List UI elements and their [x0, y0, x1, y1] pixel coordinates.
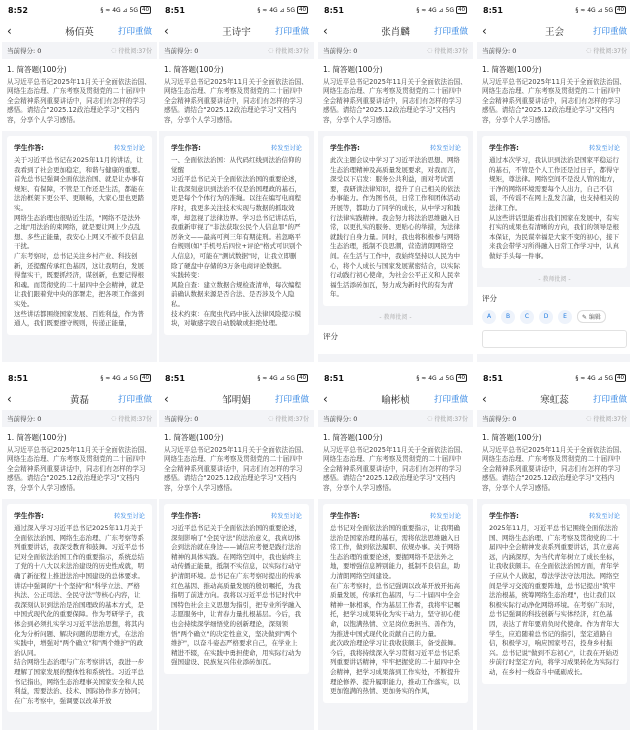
phone-screen	[2, 0, 157, 362]
edit-button[interactable]: ✎ 编辑	[577, 310, 606, 323]
phone-screen	[477, 0, 630, 362]
teacher-review-placeholder: - 教师批阅 -	[379, 313, 412, 321]
battery-icon: 40	[299, 375, 306, 381]
answer-label: 学生作答:	[330, 144, 360, 153]
back-arrow-icon[interactable]: ‹	[7, 392, 12, 406]
status-icons	[416, 6, 467, 14]
battery-icon: 40	[458, 375, 465, 381]
question-card	[318, 427, 473, 499]
signal-icon: § ≈ 4G ⊿ 5G	[100, 6, 138, 14]
question-text: 从习近平总书记2025年11月关于全面依法治国、网络生态治理、广东考察及贯彻党的二十届四中全会精神系列重要讲话中，同志们有怎样的学习感悟。请结合"2025.12政治理论学习"文档内容，分享个人学习感悟。	[323, 78, 467, 124]
battery-icon: 40	[617, 375, 624, 381]
answer-card	[482, 504, 627, 684]
transfer-to-discussion-link[interactable]: 转发至讨论	[271, 144, 302, 152]
question-text: 从习近平总书记2025年11月关于全面依法治国、网络生态治理、广东考察及贯彻党的二十届四中全会精神系列重要讲话中，同志们有怎样的学习感悟。请结合"2025.12政治理论学习"文档内容，分享个人学习感悟。	[323, 446, 467, 492]
student-name-title: 杨佰英	[65, 27, 94, 38]
answer-card	[323, 504, 468, 703]
status-time: 8:51	[324, 373, 344, 383]
answer-header	[489, 510, 620, 520]
grade-option-e[interactable]: E	[558, 310, 572, 324]
back-arrow-icon[interactable]: ‹	[482, 392, 487, 406]
pending-label: 待批阅:37份	[593, 416, 627, 423]
transfer-to-discussion-link[interactable]: 转发至讨论	[589, 512, 620, 520]
bulb-icon: ◌	[111, 47, 117, 54]
status-time: 8:51	[165, 373, 185, 383]
signal-icon: § ≈ 4G ⊿ 5G	[257, 374, 295, 382]
question-text: 从习近平总书记2025年11月关于全面依法治国、网络生态治理、广东考察及贯彻党的二十届四中全会精神系列重要讲话中，同志们有怎样的学习感悟。请结合"2025.12政治理论学习"文档内容，分享个人学习感悟。	[7, 78, 151, 124]
phone-screen	[318, 368, 473, 730]
pending-label: 待批阅:37份	[118, 48, 152, 55]
pending-count[interactable]	[111, 414, 152, 423]
answer-label: 学生作答:	[14, 144, 44, 153]
student-name-title: 邹明娟	[222, 395, 251, 406]
status-time: 8:51	[483, 373, 503, 383]
nav-bar	[318, 388, 473, 410]
transfer-to-discussion-link[interactable]: 转发至讨论	[430, 512, 461, 520]
score-section-title: 评分	[482, 293, 497, 303]
battery-icon: 40	[617, 7, 624, 13]
print-redo-button[interactable]: 打印重做	[433, 27, 468, 37]
signal-icon: § ≈ 4G ⊿ 5G	[257, 6, 295, 14]
phone-screen	[159, 0, 314, 362]
bulb-icon: ◌	[427, 415, 433, 422]
print-redo-button[interactable]: 打印重做	[592, 395, 627, 405]
status-icons	[257, 374, 308, 382]
transfer-to-discussion-link[interactable]: 转发至讨论	[114, 144, 145, 152]
status-time: 8:51	[324, 5, 344, 15]
phone-screen	[318, 0, 473, 362]
question-text: 从习近平总书记2025年11月关于全面依法治国、网络生态治理、广东考察及贯彻党的二十届四中全会精神系列重要讲话中，同志们有怎样的学习感悟。请结合"2025.12政治理论学习"文档内容，分享个人学习感悟。	[164, 78, 308, 124]
answer-card	[482, 136, 627, 268]
nav-bar	[159, 388, 314, 410]
student-name-title: 张肖麟	[381, 27, 410, 38]
answer-card	[7, 136, 152, 335]
question-card	[2, 59, 157, 131]
phone-screen	[477, 368, 630, 730]
nav-bar	[159, 20, 314, 42]
question-title: 1. 简答题(100分)	[7, 65, 67, 74]
pending-label: 待批阅:37份	[275, 48, 309, 55]
answer-text: 习近平总书记关于全面依法治国的重要论述，深刻影响了"全民守法"的法治意义，我真切体会到法治就在身边——诚信应考便是践行法治精神的具体实践。在网络空间中，我也始终主动传播正能量，抵制不实信息，以实际行动守护清朗环境。总书记在广东考察时提出的传承红色基因、推动高质量发展的殷切嘱托，为我指明了前进方向。我将以习近平总书记时代中国特色社会主义思想为指引，把专业所学融入志愿服务中，让青春力量扎根基层。今后，我也会持续深学细悟党的创新理论，深刻领悟"两个确立"的决定性意义，坚决做到"两个维护"，以奋斗姿态严格要求自己，在学业上精进不辍，在实践中勇担使命，用实际行动为强国建设、民族复兴伟业添砖加瓦。	[171, 524, 301, 667]
back-arrow-icon[interactable]: ‹	[323, 24, 328, 38]
answer-label: 学生作答:	[489, 512, 519, 521]
signal-icon: § ≈ 4G ⊿ 5G	[575, 374, 613, 382]
status-bar	[159, 368, 314, 388]
answer-card	[323, 136, 468, 306]
current-score: 当前得分: 0	[7, 47, 42, 55]
pending-count[interactable]	[268, 46, 309, 55]
question-card	[477, 59, 630, 131]
back-arrow-icon[interactable]: ‹	[164, 392, 169, 406]
score-bar	[2, 410, 157, 427]
back-arrow-icon[interactable]: ‹	[164, 24, 169, 38]
status-icons	[100, 374, 151, 382]
status-time: 8:51	[483, 5, 503, 15]
transfer-to-discussion-link[interactable]: 转发至讨论	[430, 144, 461, 152]
score-bar	[2, 42, 157, 59]
status-bar	[318, 368, 473, 388]
pending-count[interactable]	[427, 414, 468, 423]
answer-label: 学生作答:	[330, 512, 360, 521]
question-title: 1. 简答题(100分)	[323, 65, 383, 74]
answer-text: 通过深入学习习近平总书记2025年11月关于全面依法治国、网络生态治理、广东考察等系列重要讲话，我深受教育和鼓舞。习近平总书记对全面依法治国工作的重要指示，系统总结了党的十八大以来法治建设的历史性成就，明确了新征程上推进法治中国建设的总体要求。讲话中强调的"十个坚持"和"科学立法、严格执法、公正司法、全民守法"等核心内容，让我深刻认识到法治是治国理政的基本方式，是中国式现代化的重要保障。作为考研学子，我体会到必须扎实学习习近平法治思想，将其内化为分析问题、解决问题的思维方式，在法治实践中，增强对"两个确立"和"两个维护"的政治认同。 结合网络生态治理与广东考察讲话，我进一步理解了国家发展的整体性和系统性。习近平总书记指出，网络生态治理事关国家安全和人民利益，需要法治、技术、国际协作多方协同；在广东考察中，强调要以改革开放	[14, 524, 144, 705]
grade-options	[482, 310, 627, 324]
question-title: 1. 简答题(100分)	[323, 433, 383, 442]
question-title: 1. 简答题(100分)	[164, 433, 224, 442]
answer-label: 学生作答:	[14, 512, 44, 521]
question-card	[159, 427, 314, 499]
status-icons	[100, 6, 151, 14]
status-bar	[159, 0, 314, 20]
answer-text: 一、全面依法治国：从代码红线到法治信仰的觉醒 习近平总书记关于全面依法治国的重要论述，让我深刻意识到法治不仅是治国理政的基石，更是每个个体行为的准绳。以往在编写电商程序时，我更多关注技术实现与数据的抓取效率，却忽视了法律边界。学习总书记讲话后，我重新审视了"非法获取公民个人信息罪"的严厉条文——最高可判三年有期徒刑。若忽略平台规则(如"手机号后四位+评论"格式可识别个人信息)，可能在"测试数据"时，让我立即删除了硬盘中存储的3万条电商评论数据。 实践转变： 风险自查：建立数据合规检查清单，每次编程前确认数据来源是否合法、是否涉及个人隐私。 技术约束：在爬虫代码中嵌入法律风险提示模块，对敏感字段自动脱敏或拒绝处理。	[171, 156, 302, 328]
status-bar	[2, 368, 157, 388]
student-name-title: 王会	[544, 27, 564, 38]
transfer-to-discussion-link[interactable]: 转发至讨论	[589, 144, 620, 152]
score-bar	[159, 410, 314, 427]
question-card	[159, 59, 314, 131]
print-redo-button[interactable]: 打印重做	[274, 395, 309, 405]
status-icons	[575, 6, 626, 14]
score-section-title: 评分	[323, 331, 338, 341]
question-text: 从习近平总书记2025年11月关于全面依法治国、网络生态治理、广东考察及贯彻党的二十届四中全会精神系列重要讲话中，同志们有怎样的学习感悟。请结合"2025.12政治理论学习"文档内容，分享个人学习感悟。	[482, 446, 626, 492]
question-title: 1. 简答题(100分)	[482, 65, 542, 74]
answer-header	[14, 142, 145, 152]
student-name-title: 王诗宇	[222, 27, 251, 38]
bulb-icon: ◌	[586, 47, 592, 54]
answer-text: 总书记对全面依法治国的重要指示，让我明确法治是国家治理的基石，需将依法思维融入日常工作，做到依法履职、依规办事。关于网络生态治理的重要论述，要握网络不是法外之地，要增强信息辨别能力，抵制不良信息，助力清朗网络空间建设。 在广东考察时，总书记强调以改革开放开拓高质量发展，传承红色基因，与二十届四中全会精神一脉相承，作为基层工作者，我将牢记嘱托，把学习成果转化为实干动力，坚守初心使命，以饱满热情、立足岗位勇担当、善作为，为推进中国式现代化贡献自己的力量。 此次政治理论学习让我收获颇丰，备受鼓舞。今后，我将持续深入学习贯彻习近平总书记系列重要讲话精神，牢牢把握党的二十届四中全会精神，把学习成果落到工作实处，不断提升理论修养、提升履职能力，推动工作落实，以更加饱满的热情、更加务实的作风，	[330, 524, 460, 696]
battery-icon: 40	[458, 7, 465, 13]
pending-count[interactable]	[427, 46, 468, 55]
answer-card	[164, 504, 309, 674]
signal-icon: § ≈ 4G ⊿ 5G	[100, 374, 138, 382]
nav-bar	[318, 20, 473, 42]
print-redo-button[interactable]: 打印重做	[433, 395, 468, 405]
bulb-icon: ◌	[427, 47, 433, 54]
current-score: 当前得分: 0	[482, 47, 517, 55]
battery-icon: 40	[299, 7, 306, 13]
back-arrow-icon[interactable]: ‹	[323, 392, 328, 406]
nav-bar	[2, 20, 157, 42]
status-bar	[477, 0, 630, 20]
answer-card	[7, 504, 152, 712]
signal-icon: § ≈ 4G ⊿ 5G	[416, 6, 454, 14]
current-score: 当前得分: 0	[323, 47, 358, 55]
nav-bar	[2, 388, 157, 410]
answer-text: 2025年11月，习近平总书记围绕全面依法治国、网络生态治理、广东考察及贯彻党的二十届四中全会精神发表系列重要讲话，其立意高远，内涵深厚，为当代青年树立了成长坐标，让我收获颇丰。在全面依法治国方面，青年学子应从个人做起，尊法学法守法用法。网络空间是学习交流的重要阵地，总书记提出"筑牢法治根基，统筹网络生态治理"，也让我们以积极实际行动净化网络环境。在考察广东时，总书记强调的科技创新与实体经济，红色基因，表达了青年要肩负时代使命。作为青年大学生，应追随着总书记的指引，坚定道路自信，积极学习，响应国家号召，投身乡村振兴。总书记说"做到不忘初心"，让我在开始迈步前行时坚定方向，将学习成果转化为实际行动，在乡村一线奋斗中砥砺成长。	[489, 524, 619, 676]
question-text: 从习近平总书记2025年11月关于全面依法治国、网络生态治理、广东考察及贯彻党的二十届四中全会精神系列重要讲话中，同志们有怎样的学习感悟。请结合"2025.12政治理论学习"文档内容，分享个人学习感悟。	[7, 446, 151, 492]
answer-text: 关于习近平总书记在2025年11月的讲话，让我看到了社会更加稳定，和谐与健康的重要。 首先总书记强调全面依法治国、就是让办事有规矩、有保障，不管是工作还是生活，都能在法治框架下更公平、更顺畅，大家心里也更踏实。 网络生态治理也很贴近生活，"网络不是法外之地"用法治的束网络，就是要让网上少点乱想、多些正能量，我安心上网又不被不良信息干扰。 广东考察时，总书记关注乡村产业、科技创新，还提醒传承红色基因，这让我明白，发展得靠实干，既要抓经济，谋创新，也要记得根和魂。而贯彻党的二十届四中全会精神，就是让我们跟着党中央的部署走，把各项工作落到实处。 这些讲话都围绕国家发展、百姓利益，作为普通人，我们既要遵守规则，传递正能量，	[14, 156, 144, 328]
score-section	[318, 325, 473, 354]
question-text: 从习近平总书记2025年11月关于全面依法治国、网络生态治理、广东考察及贯彻党的二十届四中全会精神系列重要讲话中，同志们有怎样的学习感悟。请结合"2025.12政治理论学习"文档内容，分享个人学习感悟。	[482, 78, 626, 124]
answer-header	[171, 142, 302, 152]
question-card	[2, 427, 157, 499]
status-bar	[318, 0, 473, 20]
pending-label: 待批阅:37份	[118, 416, 152, 423]
answer-text: 通过本次学习，我认识到法治是国家平稳运行的基石，不管是个人工作还是过日子，都得守规矩，尊法律。网络空间不是没人管的地方，干净的网络环境需要每个人出力，自己不信谣，不传谣不在网上乱发言論，也支持相关的法律工作。 从这些讲话里能看出我们国家在发展中，有实打实的成果也有清晰的方向，我们的领导是根本保证，为民谋幸福是大家不变的初心，接下来我会带学习所得融入日常工作学习中，认真做好手头每一件事。	[489, 156, 619, 260]
current-score: 当前得分: 0	[7, 415, 42, 423]
current-score: 当前得分: 0	[164, 415, 199, 423]
question-title: 1. 简答题(100分)	[7, 433, 67, 442]
bulb-icon: ◌	[111, 415, 117, 422]
nav-bar	[477, 20, 630, 42]
answer-label: 学生作答:	[171, 512, 201, 521]
answer-header	[14, 510, 145, 520]
teacher-review-placeholder: - 教师批阅 -	[538, 275, 571, 283]
grade-option-c[interactable]: C	[520, 310, 534, 324]
student-name-title: 寒虹蕊	[540, 395, 569, 406]
pending-count[interactable]	[268, 414, 309, 423]
status-icons	[575, 374, 626, 382]
grade-option-a[interactable]: A	[482, 310, 496, 324]
print-redo-button[interactable]: 打印重做	[117, 27, 152, 37]
bulb-icon: ◌	[586, 415, 592, 422]
score-bar	[477, 42, 630, 59]
answer-text: 此次主题会议中学习了习近平法治思想、网络生态治理精神及高质量发展要求，对我而言，深受以下启发：服务公共利益，面对考试需要，我研读法律知识，提升了自己相关的依法办事能力。作为图书员，日常工作和团体活动开展等，都助力了同学的成长，从中学习和践行法律实践精神。我会努力将法治思维融入日常，以更扎实的服务、更贴心的举措，为法律就践行自身力量。同时，我也将积极参与网络生态治理，抵制不良思潮，营造清朗网络空间。在生活与工作中，我始终坚持以人民为中心，将个人成长与国家发展紧密结合，以实际行动践行初心使命，为社会公平正义和人民幸福生活添砖加瓦，努力成为新时代的有为青年。	[330, 156, 460, 299]
grade-option-d[interactable]: D	[539, 310, 553, 324]
question-title: 1. 简答题(100分)	[164, 65, 224, 74]
status-time: 8:51	[8, 373, 28, 383]
print-redo-button[interactable]: 打印重做	[592, 27, 627, 37]
status-bar	[2, 0, 157, 20]
answer-header	[330, 510, 461, 520]
phone-screen	[2, 368, 157, 730]
signal-icon: § ≈ 4G ⊿ 5G	[416, 374, 454, 382]
pending-label: 待批阅:37份	[275, 416, 309, 423]
pending-count[interactable]	[586, 46, 627, 55]
phone-screen	[159, 368, 314, 730]
status-time: 8:51	[165, 5, 185, 15]
student-name-title: 喻彬桢	[381, 395, 410, 406]
question-card	[477, 427, 630, 499]
score-bar	[159, 42, 314, 59]
score-section	[477, 287, 630, 354]
back-arrow-icon[interactable]: ‹	[7, 24, 12, 38]
score-bar	[477, 410, 630, 427]
answer-card	[164, 136, 309, 335]
print-redo-button[interactable]: 打印重做	[274, 27, 309, 37]
pending-label: 待批阅:37份	[434, 48, 468, 55]
status-time: 8:52	[8, 5, 28, 15]
score-bar	[318, 42, 473, 59]
status-icons	[416, 374, 467, 382]
battery-icon: 40	[142, 7, 149, 13]
back-arrow-icon[interactable]: ‹	[482, 24, 487, 38]
current-score: 当前得分: 0	[164, 47, 199, 55]
pending-count[interactable]	[111, 46, 152, 55]
signal-icon: § ≈ 4G ⊿ 5G	[575, 6, 613, 14]
battery-icon: 40	[142, 375, 149, 381]
question-title: 1. 简答题(100分)	[482, 433, 542, 442]
answer-header	[171, 510, 302, 520]
answer-label: 学生作答:	[489, 144, 519, 153]
print-redo-button[interactable]: 打印重做	[117, 395, 152, 405]
current-score: 当前得分: 0	[323, 415, 358, 423]
grade-option-b[interactable]: B	[501, 310, 515, 324]
current-score: 当前得分: 0	[482, 415, 517, 423]
nav-bar	[477, 388, 630, 410]
answer-header	[330, 142, 461, 152]
bulb-icon: ◌	[268, 415, 274, 422]
status-bar	[477, 368, 630, 388]
pending-label: 待批阅:37份	[593, 48, 627, 55]
answer-header	[489, 142, 620, 152]
comment-input[interactable]	[482, 330, 627, 348]
status-icons	[257, 6, 308, 14]
student-name-title: 黄磊	[69, 395, 89, 406]
transfer-to-discussion-link[interactable]: 转发至讨论	[114, 512, 145, 520]
question-card	[318, 59, 473, 131]
pending-label: 待批阅:37份	[434, 416, 468, 423]
transfer-to-discussion-link[interactable]: 转发至讨论	[271, 512, 302, 520]
answer-label: 学生作答:	[171, 144, 201, 153]
question-text: 从习近平总书记2025年11月关于全面依法治国、网络生态治理、广东考察及贯彻党的二十届四中全会精神系列重要讲话中，同志们有怎样的学习感悟。请结合"2025.12政治理论学习"文档内容，分享个人学习感悟。	[164, 446, 308, 492]
pending-count[interactable]	[586, 414, 627, 423]
bulb-icon: ◌	[268, 47, 274, 54]
score-bar	[318, 410, 473, 427]
